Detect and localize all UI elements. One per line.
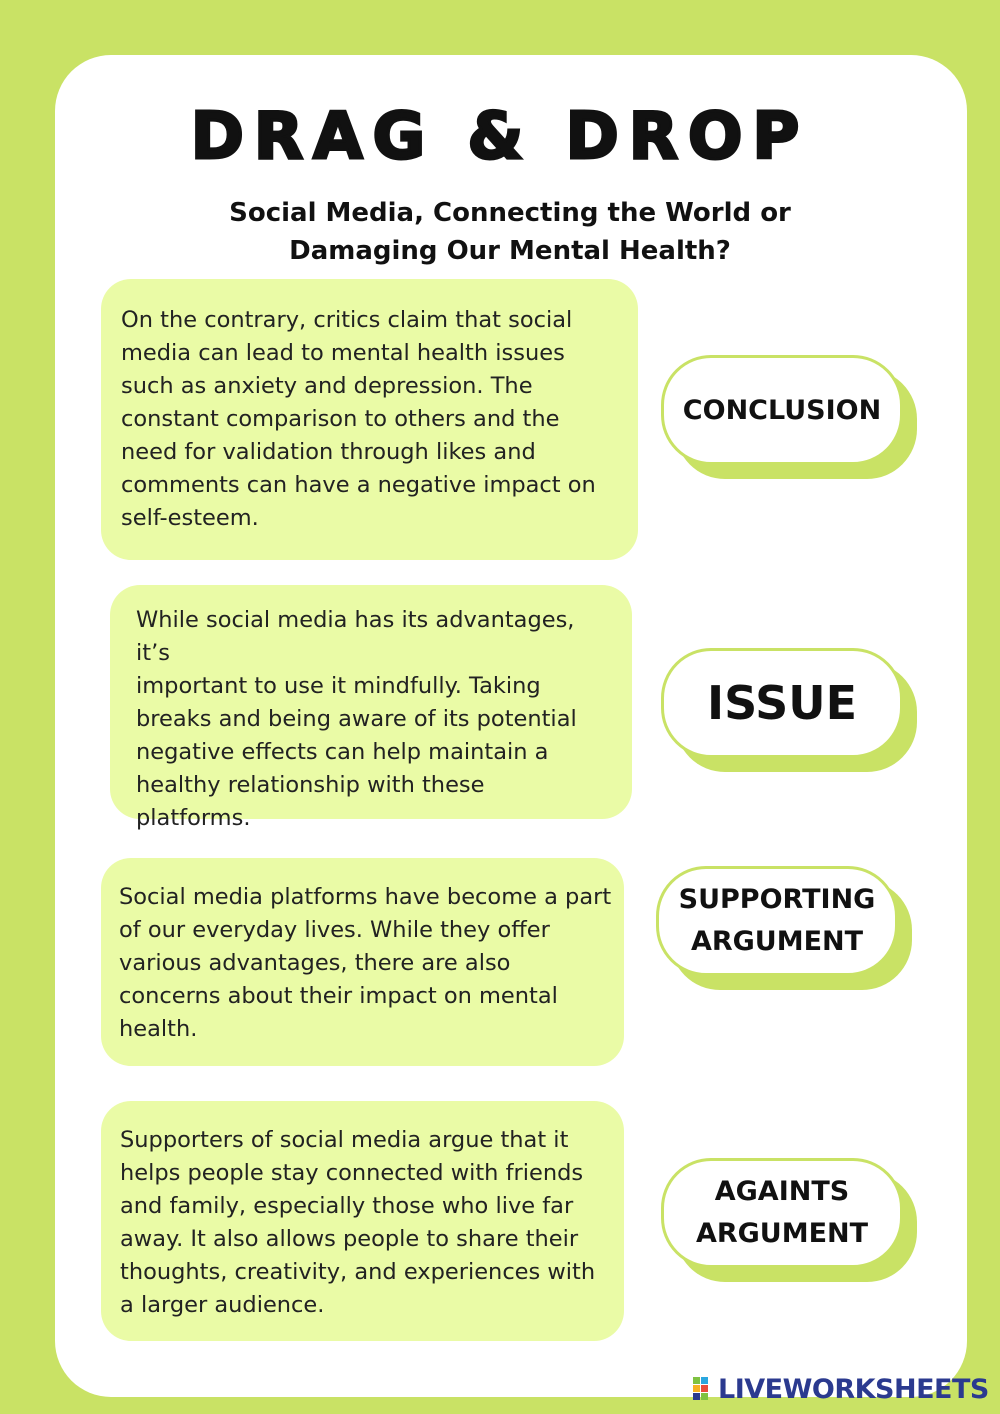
paragraph-line: important to use it mindfully. Taking — [136, 673, 541, 699]
paragraph-box-3 — [101, 858, 624, 1066]
drag-label-issue[interactable] — [661, 648, 903, 758]
paragraph-line: and family, especially those who live far — [120, 1193, 574, 1219]
paragraph-line: platforms. — [136, 805, 251, 831]
page-subtitle — [200, 194, 820, 270]
paragraph-line: thoughts, creativity, and experiences with — [120, 1259, 596, 1285]
paragraph-box-1 — [101, 279, 638, 560]
paragraph-line: Social media platforms have become a part — [119, 884, 612, 910]
paragraph-line: self-esteem. — [121, 505, 259, 531]
paragraph-line: comments can have a negative impact on — [121, 472, 596, 498]
paragraph-line: away. It also allows people to share their — [120, 1226, 579, 1252]
paragraph-line: concerns about their impact on mental — [119, 983, 558, 1009]
paragraph-line: need for validation through likes and — [121, 439, 536, 465]
drag-label-text: SUPPORTING — [678, 884, 876, 915]
liveworksheets-brand — [693, 1373, 989, 1405]
paragraph-box-2 — [110, 585, 632, 831]
drag-label-againts-argument[interactable] — [661, 1158, 903, 1268]
brand-text: LIVEWORKSHEETS — [718, 1373, 989, 1405]
paragraph-line: such as anxiety and depression. The — [121, 373, 533, 399]
subtitle-line-2: Damaging Our Mental Health? — [289, 236, 731, 266]
paragraph-line: On the contrary, critics claim that social — [121, 307, 573, 333]
page-title: DRAG & DROP — [190, 100, 810, 174]
paragraph-line: a larger audience. — [120, 1292, 325, 1318]
drag-label-text: ARGUMENT — [690, 926, 864, 957]
paragraph-line: helps people stay connected with friends — [120, 1160, 584, 1186]
paragraph-line: of our everyday lives. While they offer — [119, 917, 550, 943]
drag-label-text: ISSUE — [706, 676, 858, 730]
paragraph-line: Supporters of social media argue that it — [120, 1127, 569, 1153]
drag-label-text: CONCLUSION — [682, 394, 882, 426]
drag-label-text: AGAINTS — [714, 1176, 850, 1207]
paragraph-line: media can lead to mental health issues — [121, 340, 565, 366]
paragraph-line: health. — [119, 1016, 198, 1042]
paragraph-line: While social media has its advantages, it’s — [136, 607, 575, 666]
paragraph-line: healthy relationship with these — [136, 772, 485, 798]
paragraph-line: negative effects can help maintain a — [136, 739, 549, 765]
paragraph-line: constant comparison to others and the — [121, 406, 560, 432]
paragraph-line: breaks and being aware of its potential — [136, 706, 577, 732]
drag-label-conclusion[interactable] — [661, 355, 903, 465]
paragraph-line: various advantages, there are also — [119, 950, 511, 976]
liveworksheets-logo-icon — [693, 1377, 715, 1401]
drag-label-text: ARGUMENT — [695, 1218, 869, 1249]
drag-label-supporting-argument[interactable] — [656, 866, 898, 976]
paragraph-box-4 — [101, 1101, 624, 1341]
subtitle-line-1: Social Media, Connecting the World or — [229, 198, 791, 228]
